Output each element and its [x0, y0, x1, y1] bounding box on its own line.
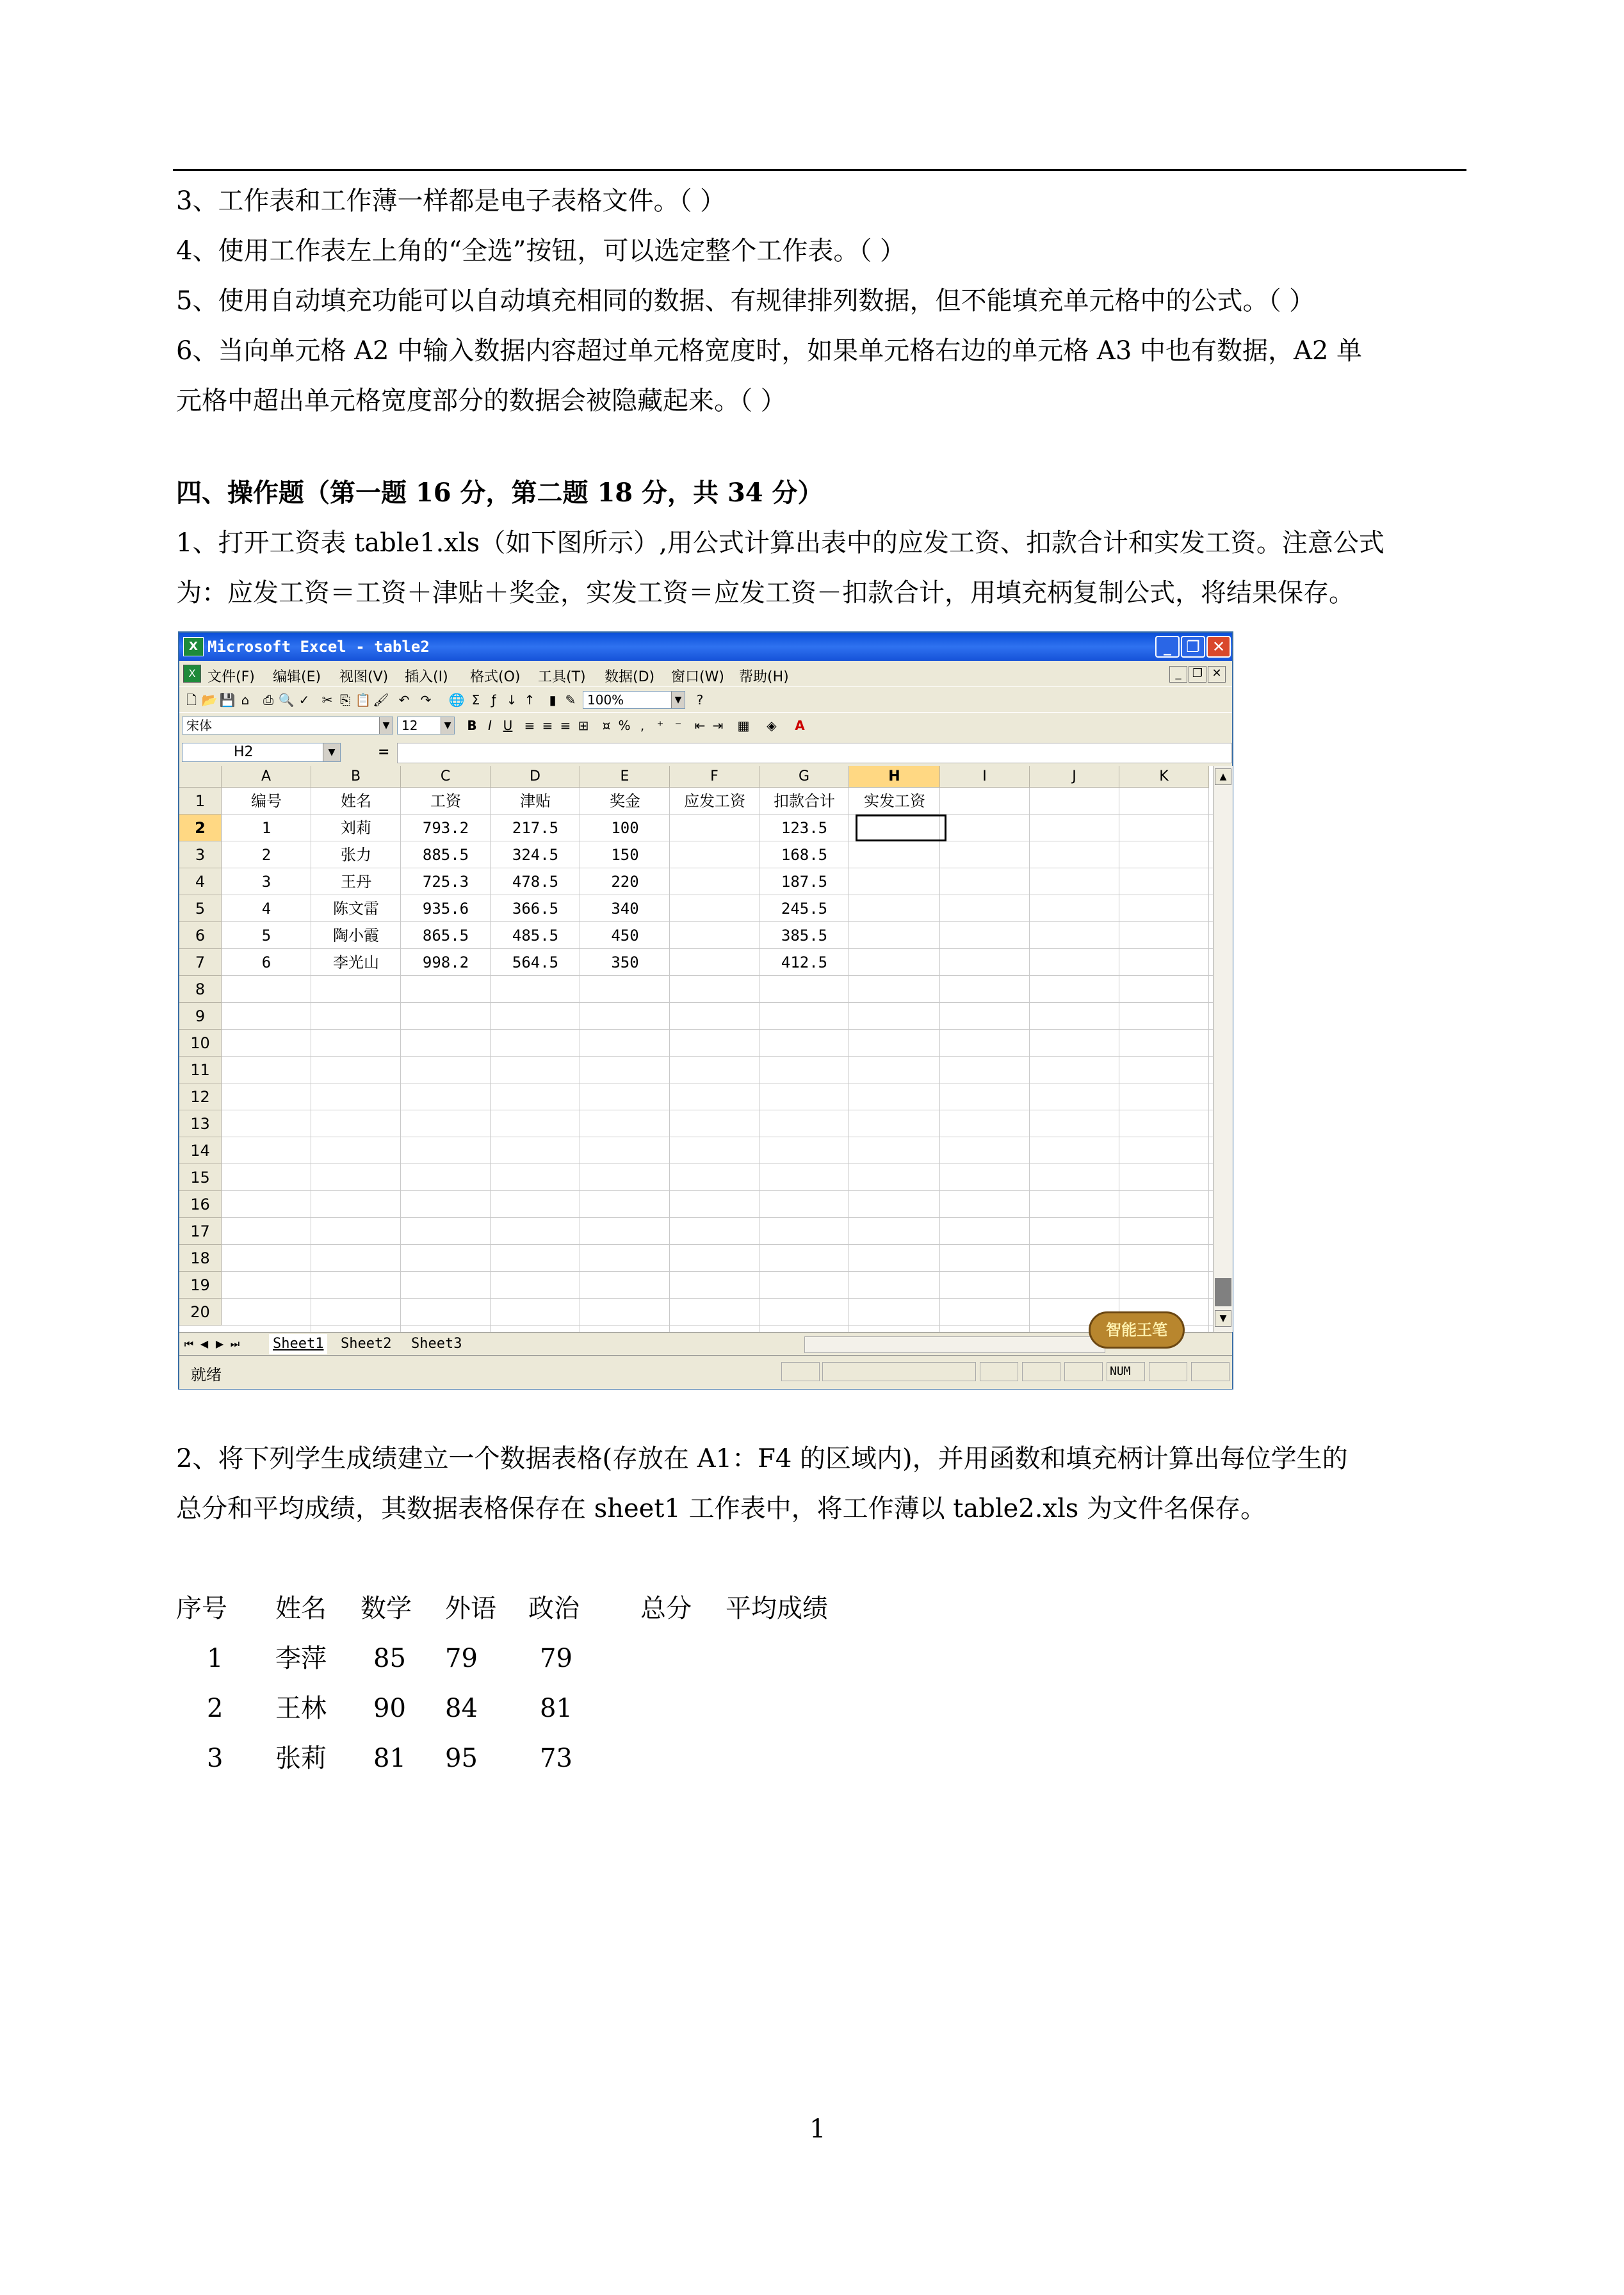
- paste-icon[interactable]: 📋: [355, 692, 371, 708]
- print-preview-icon[interactable]: 🔍: [278, 692, 295, 708]
- data-cell[interactable]: 1: [261, 819, 272, 837]
- score-header-cell: 数学: [361, 1594, 412, 1623]
- next-sheet-icon[interactable]: ▶: [215, 1338, 224, 1350]
- task1-line2: 为：应发工资＝工资＋津贴＋奖金，实发工资＝应发工资－扣款合计，用填充柄复制公式，将结果保存。: [176, 578, 1354, 608]
- menu-format[interactable]: 格式(O): [470, 669, 521, 685]
- data-cell[interactable]: 6: [261, 953, 272, 971]
- cut-icon[interactable]: ✂: [321, 692, 333, 708]
- data-cell[interactable]: 李光山: [333, 953, 379, 971]
- score-cell: 李萍: [275, 1644, 327, 1673]
- name-box-value: H2: [234, 744, 254, 760]
- excel-window: [178, 631, 1233, 1390]
- drawing-icon[interactable]: ✎: [565, 692, 576, 708]
- zoom-select[interactable]: [583, 691, 685, 709]
- score-header-cell: 姓名: [275, 1594, 327, 1623]
- data-cell[interactable]: 168.5: [781, 846, 828, 864]
- score-cell: 张莉: [275, 1744, 327, 1773]
- header-cell[interactable]: 姓名: [341, 792, 371, 810]
- data-cell[interactable]: 793.2: [422, 819, 469, 837]
- data-cell[interactable]: 220: [611, 873, 639, 891]
- row-header[interactable]: 7: [179, 949, 222, 976]
- tab-sheet2[interactable]: Sheet2: [341, 1336, 392, 1352]
- page-number: 1: [809, 2114, 826, 2144]
- column-header[interactable]: J: [1030, 766, 1119, 788]
- data-cell[interactable]: 366.5: [512, 900, 559, 918]
- score-cell: 95: [445, 1744, 478, 1773]
- data-cell[interactable]: 150: [611, 846, 639, 864]
- menu-edit[interactable]: 编辑(E): [273, 669, 321, 685]
- data-cell[interactable]: 3: [261, 873, 272, 891]
- tab-sheet3[interactable]: Sheet3: [411, 1336, 462, 1352]
- data-cell[interactable]: 998.2: [422, 953, 469, 971]
- gridline: [222, 1217, 1213, 1218]
- font-color-icon[interactable]: A: [795, 718, 805, 733]
- menu-window[interactable]: 窗口(W): [671, 669, 724, 685]
- data-cell[interactable]: 245.5: [781, 900, 828, 918]
- data-cell[interactable]: 123.5: [781, 819, 828, 837]
- select-all-button[interactable]: [179, 766, 222, 788]
- scroll-up-icon[interactable]: ▲: [1215, 768, 1231, 785]
- status-panel: [1191, 1362, 1230, 1381]
- score-header-cell: 外语: [445, 1594, 496, 1623]
- column-header[interactable]: H: [849, 766, 940, 788]
- close-button[interactable]: ✕: [1206, 636, 1231, 658]
- data-cell[interactable]: 王丹: [341, 873, 371, 891]
- doc-close-icon[interactable]: ✕: [1208, 666, 1226, 683]
- data-cell[interactable]: 刘莉: [341, 819, 371, 837]
- align-center-icon[interactable]: ≡: [542, 718, 553, 733]
- menu-help[interactable]: 帮助(H): [739, 669, 789, 685]
- sheet-tab-bar: [179, 1332, 1232, 1356]
- data-cell[interactable]: 350: [611, 953, 639, 971]
- help-icon[interactable]: ?: [696, 692, 704, 708]
- restore-button[interactable]: ❐: [1181, 636, 1205, 658]
- open-icon[interactable]: 📂: [201, 692, 218, 708]
- decrease-decimal-icon[interactable]: ⁻: [674, 718, 682, 733]
- underline-icon[interactable]: U: [503, 718, 513, 733]
- horizontal-scrollbar[interactable]: [804, 1336, 1105, 1353]
- data-cell[interactable]: 935.6: [422, 900, 469, 918]
- hyperlink-icon[interactable]: 🌐: [448, 692, 465, 708]
- fill-color-icon[interactable]: ◈: [767, 718, 777, 733]
- row-header[interactable]: 11: [179, 1057, 222, 1083]
- score-cell: 3: [207, 1744, 223, 1773]
- row-header[interactable]: 1: [179, 788, 222, 815]
- header-cell[interactable]: 扣款合计: [774, 792, 835, 810]
- data-cell[interactable]: 217.5: [512, 819, 559, 837]
- column-header[interactable]: A: [222, 766, 311, 788]
- decrease-indent-icon[interactable]: ⇤: [694, 718, 706, 733]
- status-text: 就绪: [191, 1366, 222, 1384]
- chevron-down-icon: ▼: [323, 743, 340, 761]
- align-left-icon[interactable]: ≡: [524, 718, 535, 733]
- gridline: [222, 1244, 1213, 1245]
- minimize-button[interactable]: _: [1155, 636, 1180, 658]
- gridline: [222, 1271, 1213, 1272]
- row-header[interactable]: 17: [179, 1218, 222, 1245]
- data-cell[interactable]: 187.5: [781, 873, 828, 891]
- data-cell[interactable]: 450: [611, 927, 639, 945]
- first-sheet-icon[interactable]: ⏮: [184, 1338, 194, 1350]
- row-header[interactable]: 18: [179, 1245, 222, 1272]
- gridline: [222, 1325, 1213, 1326]
- chevron-down-icon: ▼: [441, 717, 454, 734]
- row-header[interactable]: 15: [179, 1164, 222, 1191]
- row-header[interactable]: 14: [179, 1137, 222, 1164]
- formula-input[interactable]: [397, 743, 1232, 763]
- score-cell: 79: [445, 1644, 478, 1673]
- gridline: [222, 1029, 1213, 1030]
- status-panel: [980, 1362, 1018, 1381]
- italic-icon[interactable]: I: [488, 718, 492, 733]
- standard-toolbar: [179, 686, 1232, 713]
- autosum-icon[interactable]: Σ: [471, 692, 480, 708]
- increase-indent-icon[interactable]: ⇥: [712, 718, 724, 733]
- workbook-icon[interactable]: X: [183, 665, 201, 683]
- comma-icon[interactable]: ,: [640, 718, 645, 733]
- sort-ascending-icon[interactable]: ↓: [506, 692, 517, 708]
- merge-center-icon[interactable]: ⊞: [578, 718, 589, 733]
- question-4: 4、使用工作表左上角的“全选”按钮，可以选定整个工作表。（ ）: [176, 236, 906, 266]
- data-cell[interactable]: 485.5: [512, 927, 559, 945]
- row-header[interactable]: 20: [179, 1299, 222, 1326]
- header-cell[interactable]: 奖金: [610, 792, 640, 810]
- header-cell[interactable]: 津贴: [520, 792, 551, 810]
- question-3: 3、工作表和工作薄一样都是电子表格文件。（ ）: [176, 186, 726, 216]
- column-header[interactable]: I: [940, 766, 1030, 788]
- status-panel: [781, 1362, 820, 1381]
- gridline: [1029, 788, 1030, 1332]
- data-cell[interactable]: 100: [611, 819, 639, 837]
- font-name-value: 宋体: [186, 718, 212, 733]
- score-cell: 81: [373, 1744, 406, 1773]
- question-5: 5、使用自动填充功能可以自动填充相同的数据、有规律排列数据，但不能填充单元格中的公式。（ ）: [176, 286, 1315, 316]
- menu-tools[interactable]: 工具(T): [538, 669, 586, 685]
- borders-icon[interactable]: ▦: [737, 718, 750, 733]
- score-cell: 84: [445, 1694, 478, 1723]
- data-cell[interactable]: 340: [611, 900, 639, 918]
- excel-app-icon: X: [183, 637, 204, 656]
- window-title: Microsoft Excel - table2: [207, 638, 430, 656]
- chevron-down-icon: ▼: [379, 717, 393, 734]
- row-header[interactable]: 4: [179, 868, 222, 895]
- name-box[interactable]: [182, 743, 341, 762]
- redo-icon[interactable]: ↷: [420, 692, 432, 708]
- column-header[interactable]: F: [670, 766, 759, 788]
- zoom-value: 100%: [587, 692, 624, 708]
- data-cell[interactable]: 885.5: [422, 846, 469, 864]
- format-painter-icon[interactable]: 🖌: [373, 692, 389, 708]
- header-cell[interactable]: 应发工资: [684, 792, 745, 810]
- status-panel: [822, 1362, 976, 1381]
- score-header-cell: 总分: [640, 1594, 692, 1623]
- row-header[interactable]: 10: [179, 1030, 222, 1057]
- data-cell[interactable]: 385.5: [781, 927, 828, 945]
- data-cell[interactable]: 5: [261, 927, 272, 945]
- row-header[interactable]: 16: [179, 1191, 222, 1218]
- vertical-scrollbar[interactable]: [1213, 766, 1233, 1332]
- num-indicator: NUM: [1107, 1362, 1145, 1381]
- gridline: [222, 1298, 1213, 1299]
- data-cell[interactable]: 412.5: [781, 953, 828, 971]
- formula-bar: [179, 738, 1232, 766]
- data-cell[interactable]: 张力: [341, 846, 371, 864]
- row-header[interactable]: 3: [179, 841, 222, 868]
- last-sheet-icon[interactable]: ⏭: [230, 1338, 240, 1350]
- score-cell: 1: [207, 1644, 223, 1673]
- row-header[interactable]: 6: [179, 922, 222, 949]
- status-panel: [1149, 1362, 1187, 1381]
- formula-equals[interactable]: =: [378, 744, 390, 760]
- menu-file[interactable]: 文件(F): [207, 669, 255, 685]
- header-rule: [173, 169, 1466, 171]
- row-header[interactable]: 2: [179, 815, 222, 841]
- chart-wizard-icon[interactable]: ▮: [549, 692, 556, 708]
- data-cell[interactable]: 陶小霞: [333, 927, 379, 945]
- new-icon[interactable]: 🗋: [186, 692, 197, 708]
- score-cell: 85: [373, 1644, 406, 1673]
- align-right-icon[interactable]: ≡: [560, 718, 571, 733]
- scroll-thumb[interactable]: [1215, 1278, 1231, 1306]
- data-cell[interactable]: 2: [261, 846, 272, 864]
- data-cell[interactable]: 725.3: [422, 873, 469, 891]
- worksheet-grid[interactable]: [179, 766, 1213, 1332]
- undo-icon[interactable]: ↶: [398, 692, 410, 708]
- column-header[interactable]: G: [759, 766, 849, 788]
- row-header[interactable]: 19: [179, 1272, 222, 1299]
- menu-data[interactable]: 数据(D): [605, 669, 655, 685]
- row-header[interactable]: 12: [179, 1083, 222, 1110]
- font-name-select[interactable]: [182, 717, 393, 734]
- copy-icon[interactable]: ⎘: [340, 692, 350, 708]
- active-cell-outline[interactable]: [856, 815, 946, 841]
- row-header[interactable]: 5: [179, 895, 222, 922]
- status-panel: [1022, 1362, 1060, 1381]
- spelling-icon[interactable]: ✓: [298, 692, 310, 708]
- function-icon[interactable]: ƒ: [491, 692, 496, 708]
- sort-descending-icon[interactable]: ↑: [524, 692, 535, 708]
- tab-sheet1[interactable]: Sheet1: [269, 1334, 327, 1354]
- score-cell: 90: [373, 1694, 406, 1723]
- menu-view[interactable]: 视图(V): [339, 669, 389, 685]
- data-cell[interactable]: 4: [261, 900, 272, 918]
- gridline: [1208, 788, 1209, 1332]
- prev-sheet-icon[interactable]: ◀: [200, 1338, 209, 1350]
- column-header[interactable]: D: [491, 766, 580, 788]
- column-header[interactable]: E: [580, 766, 670, 788]
- header-cell[interactable]: 编号: [251, 792, 282, 810]
- gridline: [939, 788, 940, 1332]
- font-size-value: 12: [402, 718, 418, 733]
- header-cell[interactable]: 实发工资: [864, 792, 925, 810]
- permission-icon[interactable]: ⌂: [241, 692, 250, 708]
- task2-line1: 2、将下列学生成绩建立一个数据表格(存放在 A1：F4 的区域内)，并用函数和填充柄计算出每位学生的: [176, 1444, 1348, 1473]
- task1-line1: 1、打开工资表 table1.xls（如下图所示）,用公式计算出表中的应发工资、扣款合计和实发工资。注意公式: [176, 528, 1384, 558]
- score-cell: 王林: [275, 1694, 327, 1723]
- data-cell[interactable]: 陈文雷: [333, 900, 379, 918]
- gridline: [222, 1056, 1213, 1057]
- scroll-down-icon[interactable]: ▼: [1215, 1310, 1231, 1327]
- section-title: 四、操作题（第一题 16 分，第二题 18 分，共 34 分）: [176, 478, 824, 508]
- row-header[interactable]: 13: [179, 1110, 222, 1137]
- title-bar: [179, 633, 1232, 661]
- score-cell: 79: [540, 1644, 572, 1673]
- font-size-select[interactable]: [397, 717, 455, 734]
- score-cell: 73: [540, 1744, 572, 1773]
- percent-icon[interactable]: %: [618, 718, 631, 733]
- data-cell[interactable]: 564.5: [512, 953, 559, 971]
- data-cell[interactable]: 865.5: [422, 927, 469, 945]
- chevron-down-icon: ▼: [671, 692, 685, 708]
- formatting-toolbar: [179, 712, 1232, 739]
- doc-minimize-icon[interactable]: _: [1169, 666, 1187, 683]
- gridline: [222, 1190, 1213, 1191]
- question-6-line2: 元格中超出单元格宽度部分的数据会被隐藏起来。（ ）: [176, 386, 786, 416]
- task2-line2: 总分和平均成绩，其数据表格保存在 sheet1 工作表中，将工作薄以 table2.xls 为文件名保存。: [176, 1494, 1267, 1523]
- data-cell[interactable]: 324.5: [512, 846, 559, 864]
- score-cell: 81: [540, 1694, 572, 1723]
- currency-icon[interactable]: ¤: [602, 718, 611, 733]
- column-header[interactable]: C: [401, 766, 491, 788]
- status-bar: [179, 1355, 1232, 1389]
- question-6-line1: 6、当向单元格 A2 中输入数据内容超过单元格宽度时，如果单元格右边的单元格 A3 中也有数据，A2 单: [176, 336, 1363, 366]
- save-icon[interactable]: 💾: [219, 692, 236, 708]
- doc-restore-icon[interactable]: ❐: [1189, 666, 1206, 683]
- score-header-cell: 政治: [528, 1594, 580, 1623]
- score-header-cell: 序号: [176, 1594, 227, 1623]
- column-header[interactable]: K: [1119, 766, 1209, 788]
- status-panel: [1064, 1362, 1103, 1381]
- column-header[interactable]: B: [311, 766, 401, 788]
- menu-insert[interactable]: 插入(I): [405, 669, 448, 685]
- score-cell: 2: [207, 1694, 223, 1723]
- gridline: [222, 1002, 1213, 1003]
- data-cell[interactable]: 478.5: [512, 873, 559, 891]
- bold-icon[interactable]: B: [467, 718, 477, 733]
- header-cell[interactable]: 工资: [430, 792, 461, 810]
- score-header-cell: 平均成绩: [726, 1594, 828, 1623]
- logo-badge: 智能王笔: [1089, 1311, 1185, 1349]
- print-icon[interactable]: ⎙: [263, 692, 273, 708]
- row-header[interactable]: 8: [179, 976, 222, 1003]
- row-header[interactable]: 9: [179, 1003, 222, 1030]
- menu-bar: [179, 661, 1232, 686]
- increase-decimal-icon[interactable]: ⁺: [656, 718, 664, 733]
